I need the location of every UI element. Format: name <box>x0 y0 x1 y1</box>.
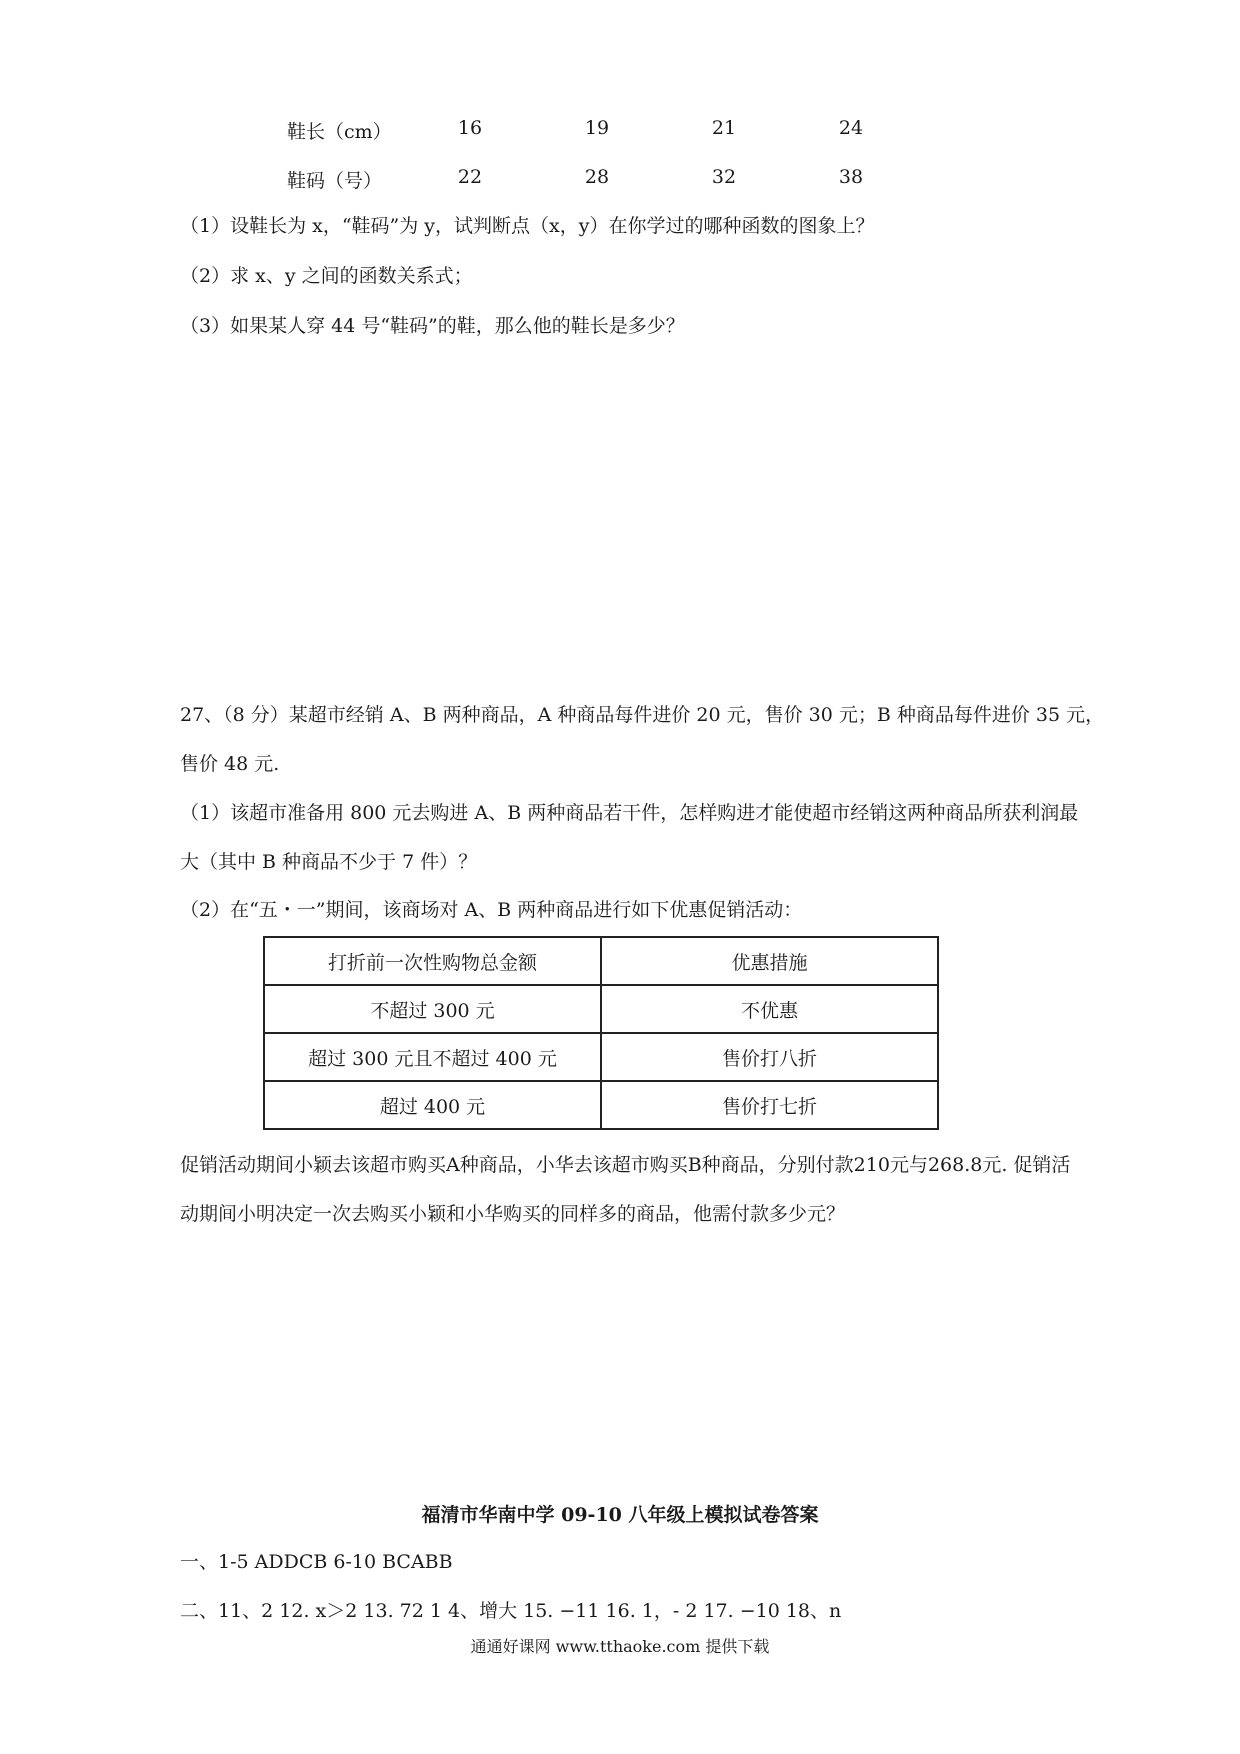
answers-line1: 一、1-5 ADDCB 6-10 BCABB <box>180 1551 453 1573</box>
table-cell: 超过 300 元且不超过 400 元 <box>264 1033 601 1081</box>
table-header-cell: 优惠措施 <box>601 937 938 985</box>
q27-part1-line1: （1）该超市准备用 800 元去购进 A、B 两种商品若干件，怎样购进才能使超市经销这两种商品所获利润最 <box>180 802 1079 824</box>
shoe-length-label: 鞋长（cm） <box>287 121 392 143</box>
q27-followup-line1: 促销活动期间小颖去该超市购买A种商品，小华去该超市购买B种商品，分别付款210元与268.8元. 促销活 <box>180 1154 1071 1176</box>
shoe-length-value: 19 <box>584 117 610 139</box>
table-header-cell: 打折前一次性购物总金额 <box>264 937 601 985</box>
table-row <box>264 1033 938 1081</box>
table-cell: 不超过 300 元 <box>264 985 601 1033</box>
q27-part2: （2）在“五・一”期间，该商场对 A、B 两种商品进行如下优惠促销活动： <box>180 899 803 921</box>
table-cell: 售价打八折 <box>601 1033 938 1081</box>
shoe-length-value: 24 <box>838 117 864 139</box>
table-row <box>264 985 938 1033</box>
answers-title: 福清市华南中学 09-10 八年级上模拟试卷答案 <box>421 1504 819 1526</box>
table-cell: 不优惠 <box>601 985 938 1033</box>
shoe-size-label: 鞋码（号） <box>287 170 383 192</box>
shoe-length-value: 21 <box>711 117 737 139</box>
promotion-table <box>263 936 939 1130</box>
q27-followup-line2: 动期间小明决定一次去购买小颖和小华购买的同样多的商品，他需付款多少元？ <box>180 1203 846 1225</box>
shoe-size-value: 32 <box>711 166 737 188</box>
table-header-row <box>264 937 938 985</box>
q26-part1: （1）设鞋长为 x，“鞋码”为 y，试判断点（x，y）在你学过的哪种函数的图象上？ <box>180 215 875 237</box>
shoe-size-value: 28 <box>584 166 610 188</box>
shoe-size-value: 22 <box>457 166 483 188</box>
q27-part1-line2: 大（其中 B 种商品不少于 7 件）？ <box>180 851 478 873</box>
footer-credit: 通通好课网 www.tthaoke.com 提供下载 <box>470 1637 770 1656</box>
answers-line2: 二、11、2 12. x＞2 13. 72 1 4、增大 15. −11 16. 1，- 2 17. −10 18、n <box>180 1600 842 1622</box>
table-cell: 超过 400 元 <box>264 1081 601 1129</box>
shoe-size-value: 38 <box>838 166 864 188</box>
table-cell: 售价打七折 <box>601 1081 938 1129</box>
table-row <box>264 1081 938 1129</box>
shoe-length-value: 16 <box>457 117 483 139</box>
q26-part2: （2）求 x、y 之间的函数关系式； <box>180 265 473 287</box>
q26-part3: （3）如果某人穿 44 号“鞋码”的鞋，那么他的鞋长是多少？ <box>180 315 685 337</box>
q27-intro-line2: 售价 48 元. <box>180 753 280 775</box>
q27-intro-line1: 27、（8 分）某超市经销 A、B 两种商品，A 种商品每件进价 20 元，售价 30 元；B 种商品每件进价 35 元， <box>180 704 1105 726</box>
